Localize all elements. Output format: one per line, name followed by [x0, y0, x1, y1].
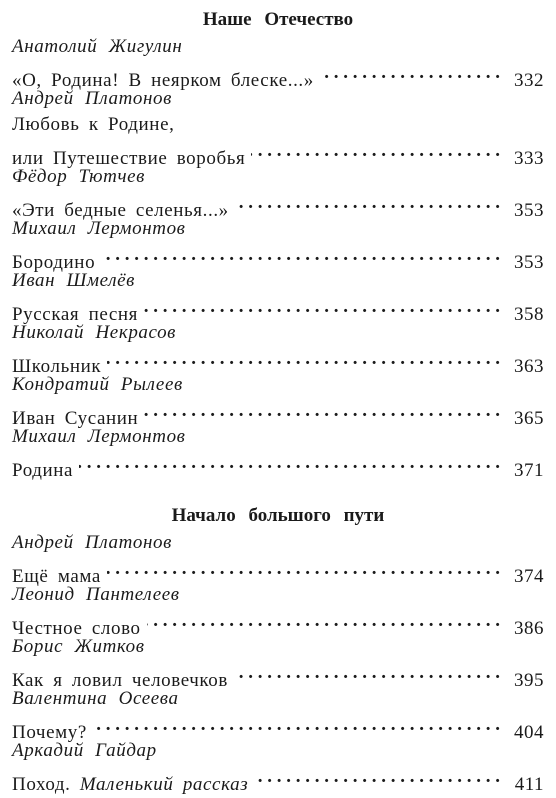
entry-line [12, 346, 544, 377]
toc-entry[interactable] [12, 86, 544, 169]
toc-entry[interactable] [12, 738, 544, 795]
toc-entry[interactable] [12, 34, 544, 91]
dot-leader [234, 660, 500, 686]
toc-entry[interactable] [12, 216, 544, 273]
toc-entry[interactable] [12, 634, 544, 691]
entry-line [12, 450, 544, 481]
entry-title: Почему? [12, 722, 87, 743]
toc-entry[interactable] [12, 164, 544, 221]
entry-page-number: 386 [514, 618, 544, 639]
entry-page-number: 374 [514, 566, 544, 587]
entry-line [12, 398, 544, 429]
toc-entry[interactable] [12, 320, 544, 377]
dot-leader [101, 242, 500, 268]
dot-leader [147, 608, 500, 634]
entry-page-number: 363 [514, 356, 544, 377]
entry-line [12, 190, 544, 221]
entry-subtitle: Маленький рассказ [79, 774, 249, 795]
entry-title: Бородино [12, 252, 96, 273]
dot-leader [251, 138, 500, 164]
section-title: Начало большого пути [171, 505, 385, 526]
entry-title: «Эти бедные селенья...» [12, 200, 229, 221]
entry-author: Анатолий Жигулин [12, 36, 183, 57]
dot-leader [93, 712, 500, 738]
entry-page-number: 332 [514, 70, 544, 91]
entry-author: Николай Некрасов [12, 322, 177, 343]
entry-page-number: 353 [514, 252, 544, 273]
toc-entry[interactable] [12, 268, 544, 325]
entry-title: Поход. [12, 774, 71, 795]
entry-title: Школьник [12, 356, 102, 377]
entry-title: Иван Сусанин [12, 408, 139, 429]
entry-page-number: 333 [514, 148, 544, 169]
entry-author: Андрей Платонов [12, 88, 172, 109]
entry-line [12, 660, 544, 691]
section-title: Наше Отечество [202, 9, 354, 30]
entry-line [12, 242, 544, 273]
entry-author: Леонид Пантелеев [12, 584, 180, 605]
entry-title: или Путешествие воробья [12, 148, 246, 169]
entry-page-number: 395 [514, 670, 544, 691]
toc-entry[interactable] [12, 582, 544, 639]
dot-leader [320, 60, 500, 86]
entry-page-number: 404 [514, 722, 544, 743]
entry-title: Честное слово [12, 618, 141, 639]
entry-title: Родина [12, 460, 74, 481]
section-spacer [12, 476, 544, 502]
entry-line [12, 294, 544, 325]
entry-line [12, 138, 544, 169]
entry-line [12, 712, 544, 743]
entry-title-line: Любовь к Родине, [12, 114, 175, 135]
dot-leader [107, 556, 500, 582]
entry-title: Ещё мама [12, 566, 101, 587]
entry-author: Андрей Платонов [12, 532, 172, 553]
entry-author: Михаил Лермонтов [12, 218, 186, 239]
toc-entry[interactable] [12, 424, 544, 481]
dot-leader [79, 450, 500, 476]
entry-author: Кондратий Рылеев [12, 374, 183, 395]
entry-page-number: 371 [514, 460, 544, 481]
toc-entry[interactable] [12, 686, 544, 743]
dot-leader [254, 764, 500, 790]
entry-title-group [12, 772, 248, 798]
entry-title: Русская песня [12, 304, 139, 325]
entry-line [12, 556, 544, 587]
entry-page-number: 411 [514, 774, 544, 795]
entry-line [12, 608, 544, 639]
toc-entry[interactable] [12, 530, 544, 587]
entry-title: «О, Родина! В неярком блеске...» [12, 70, 314, 91]
entry-author: Аркадий Гайдар [12, 740, 157, 761]
toc-entry[interactable] [12, 372, 544, 429]
entry-author: Михаил Лермонтов [12, 426, 186, 447]
entry-author: Борис Житков [12, 636, 145, 657]
dot-leader [107, 346, 500, 372]
dot-leader [144, 294, 500, 320]
entry-line [12, 60, 544, 91]
entry-author: Валентина Осеева [12, 688, 179, 709]
entry-author: Иван Шмелёв [12, 270, 135, 291]
entry-page-number: 358 [514, 304, 544, 325]
dot-leader [235, 190, 500, 216]
entry-title: Как я ловил человечков [12, 670, 228, 691]
table-of-contents [12, 6, 544, 795]
entry-page-number: 365 [514, 408, 544, 429]
entry-line [12, 764, 544, 795]
dot-leader [144, 398, 500, 424]
entry-page-number: 353 [514, 200, 544, 221]
entry-author: Фёдор Тютчев [12, 166, 146, 187]
